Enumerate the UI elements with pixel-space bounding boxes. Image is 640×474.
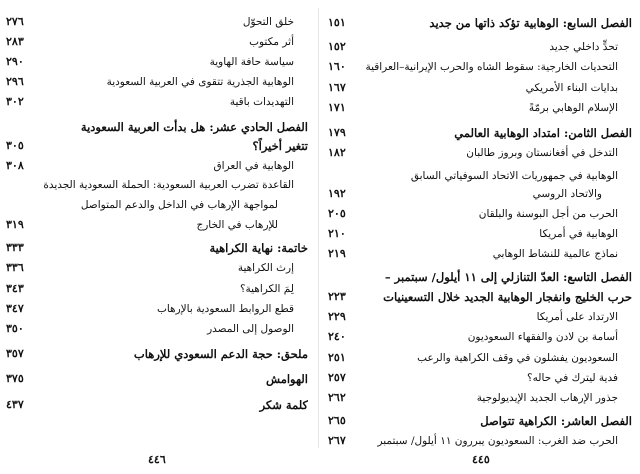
- toc-entry-title: أثر مكتوب: [249, 36, 294, 48]
- left-page-toc-entry: [6, 118, 308, 136]
- toc-entry-page: ٢٩٦: [6, 75, 24, 88]
- right-page-toc-entry: [328, 245, 632, 263]
- left-page-toc-entry: [6, 33, 308, 51]
- left-page-number: ٤٤٦: [148, 453, 166, 466]
- left-page-toc-entry: [6, 280, 308, 298]
- toc-entry-title: بدايات البناء الأمريكي: [525, 82, 618, 94]
- toc-entry-page: ٢٦٢: [328, 391, 346, 404]
- left-page-toc-entry: [6, 73, 308, 91]
- right-page-toc-entry: [328, 369, 632, 387]
- toc-entry-title: لِمَ الكراهية؟: [239, 283, 294, 295]
- toc-entry-title: حرب الخليج وانفجار الوهابية الجديد خلال التسعينيات: [383, 290, 632, 304]
- toc-entry-page: ٢١٠: [328, 227, 346, 240]
- left-page-toc-entry: [6, 259, 308, 277]
- toc-entry-page: ٢٤٠: [328, 330, 346, 343]
- toc-entry-title: سياسة حافة الهاوية: [209, 56, 294, 68]
- toc-entry-title: الوهابية في جمهوريات الاتحاد السوفياتي السابق: [410, 170, 618, 182]
- toc-entry-page: ١٦٧: [328, 81, 346, 94]
- toc-entry-page: ٢٢٣: [328, 290, 346, 303]
- toc-entry-title: الوهابية الجذرية تتقوى في العربية السعودية: [106, 76, 294, 88]
- left-page-toc-entry: [6, 13, 308, 31]
- right-page-toc-entry: [328, 144, 632, 162]
- toc-entry-title: قطع الروابط السعودية بالإرهاب: [156, 303, 294, 315]
- toc-entry-title: الفصل السابع: الوهابية تؤكد ذاتها من جديد: [429, 16, 632, 30]
- toc-entry-title: نماذج عالمية للنشاط الوهابي: [492, 248, 618, 260]
- left-page-toc-entry: [6, 345, 308, 363]
- toc-entry-title: التهديدات باقية: [229, 96, 294, 108]
- toc-entry-title: إرث الكراهية: [237, 262, 294, 274]
- left-page-toc-entry: [6, 53, 308, 71]
- left-page-toc-entry: [6, 157, 308, 175]
- toc-entry-title: للإرهاب في الخارج: [196, 219, 278, 231]
- toc-entry-title: التدخل في أفغانستان وبروز طالبان: [466, 147, 618, 159]
- toc-entry-page: ٢٧٦: [6, 15, 24, 28]
- toc-entry-title: الحرب من أجل البوسنة والبلقان: [478, 208, 618, 220]
- toc-entry-title: لمواجهة الإرهاب في الداخل والدعم المتواصل: [80, 199, 278, 211]
- left-page-toc-entry: [6, 370, 308, 388]
- toc-entry-page: ٢٨٣: [6, 35, 24, 48]
- left-page-toc-entry: [6, 300, 308, 318]
- right-page-toc-entry: [328, 432, 632, 450]
- right-page-toc-entry: [328, 14, 632, 32]
- toc-entry-page: ٣٤٧: [6, 302, 24, 315]
- toc-entry-page: ١٦٠: [328, 60, 346, 73]
- toc-entry-page: ٢٢٩: [328, 310, 346, 323]
- toc-entry-title: تتغير أخيراً؟: [252, 139, 308, 153]
- left-page-toc-entry: [6, 239, 308, 257]
- right-page-toc-entry: [328, 38, 632, 56]
- toc-entry-title: الحرب ضد الغرب: السعوديون يبررون ١١ أيلول/ سبتمبر: [377, 435, 618, 447]
- toc-entry-title: أسامة بن لادن والفقهاء السعوديون: [467, 331, 618, 343]
- toc-entry-title: خاتمة: نهاية الكراهية: [209, 241, 308, 255]
- page-gutter: [318, 8, 319, 448]
- right-page-toc-entry: [328, 328, 632, 346]
- toc-entry-title: الوصول إلى المصدر: [207, 323, 294, 335]
- toc-entry-title: فدية ليترك في حاله؟: [527, 372, 618, 384]
- right-page-toc-entry: [328, 205, 632, 223]
- toc-entry-page: ١٨٢: [328, 146, 346, 159]
- left-page-toc-entry: [6, 176, 308, 194]
- right-page-toc-entry: [328, 79, 632, 97]
- toc-entry-title: جذور الإرهاب الجديد الإيديولوجية: [476, 392, 618, 404]
- toc-entry-page: ١٧٩: [328, 126, 346, 139]
- toc-entry-page: ١٧١: [328, 101, 346, 114]
- toc-entry-page: ٢٦٧: [328, 434, 346, 447]
- right-page-toc-entry: [328, 124, 632, 142]
- toc-entry-page: ٣٠٨: [6, 159, 24, 172]
- right-page-toc-entry: [328, 185, 632, 203]
- toc-entry-page: ٣٣٣: [6, 241, 24, 254]
- right-page-toc-entry: [328, 308, 632, 326]
- left-page-toc-entry: [6, 396, 308, 414]
- toc-entry-page: ٣٠٢: [6, 95, 24, 108]
- toc-entry-page: ٢٠٥: [328, 207, 346, 220]
- toc-entry-page: ٣٣٦: [6, 261, 24, 274]
- toc-entry-page: ٣٤٣: [6, 282, 24, 295]
- toc-entry-page: ٤٣٧: [6, 398, 24, 411]
- left-page-toc-entry: [6, 196, 308, 214]
- toc-entry-page: ٢٥١: [328, 351, 346, 364]
- toc-entry-title: الوهابية في أمريكا: [539, 228, 618, 240]
- right-page-number: ٤٤٥: [472, 453, 490, 466]
- right-page-toc-entry: [328, 225, 632, 243]
- left-page-toc-entry: [6, 93, 308, 111]
- right-page: [322, 0, 640, 474]
- toc-entry-title: السعوديون يفشلون في وقف الكراهية والرعب: [417, 352, 618, 364]
- toc-entry-title: الفصل التاسع: العدّ التنازلي إلى ١١ أيلول/ سبتمبر –: [384, 270, 632, 284]
- left-page-toc-entry: [6, 320, 308, 338]
- right-page-toc-entry: [328, 349, 632, 367]
- toc-entry-page: ١٥٢: [328, 40, 346, 53]
- right-page-toc-entry: [328, 389, 632, 407]
- toc-entry-page: ٢٦٥: [328, 414, 346, 427]
- toc-entry-title: الإسلام الوهابي برمّةً: [528, 102, 618, 114]
- toc-entry-title: والاتحاد الروسي: [532, 188, 602, 200]
- toc-entry-page: ٣٧٥: [6, 372, 24, 385]
- right-page-toc-entry: [328, 288, 632, 306]
- toc-entry-title: تحدٍّ داخلي جديد: [549, 41, 618, 53]
- toc-entry-title: الفصل الحادي عشر: هل بدأت العربية السعودية: [80, 120, 308, 134]
- toc-entry-page: ٢١٩: [328, 247, 346, 260]
- right-page-toc-entry: [328, 268, 632, 286]
- toc-entry-title: كلمة شكر: [259, 398, 308, 412]
- toc-entry-page: ٣٥٠: [6, 322, 24, 335]
- toc-entry-title: الوهابية في العراق: [213, 160, 294, 172]
- toc-entry-title: القاعدة تضرب العربية السعودية: الحملة السعودية الجديدة: [43, 179, 294, 191]
- toc-entry-page: ١٥١: [328, 16, 346, 29]
- toc-entry-title: الارتداد على أمريكا: [536, 311, 618, 323]
- toc-entry-title: الفصل الثامن: امتداد الوهابية العالمي: [454, 126, 632, 140]
- toc-entry-title: خلق التحوّل: [242, 16, 294, 28]
- toc-entry-page: ٣١٩: [6, 218, 24, 231]
- toc-entry-page: ٢٩٠: [6, 55, 24, 68]
- right-page-toc-entry: [328, 99, 632, 117]
- left-page-toc-entry: [6, 216, 308, 234]
- toc-entry-page: ٣٥٧: [6, 347, 24, 360]
- left-page-toc-entry: [6, 137, 308, 155]
- right-page-toc-entry: [328, 412, 632, 430]
- toc-entry-title: التحديات الخارجية: سقوط الشاه والحرب الإيرانية–العراقية: [365, 61, 618, 73]
- right-page-toc-entry: [328, 167, 632, 185]
- right-page-toc-entry: [328, 58, 632, 76]
- toc-entry-page: ٣٠٥: [6, 139, 24, 152]
- left-page: [0, 0, 316, 474]
- toc-entry-title: الهوامش: [266, 372, 308, 386]
- toc-entry-title: الفصل العاشر: الكراهية تتواصل: [480, 414, 632, 428]
- toc-entry-title: ملحق: حجة الدعم السعودي للإرهاب: [133, 347, 308, 361]
- toc-entry-page: ٢٥٧: [328, 371, 346, 384]
- toc-entry-page: ١٩٢: [328, 187, 346, 200]
